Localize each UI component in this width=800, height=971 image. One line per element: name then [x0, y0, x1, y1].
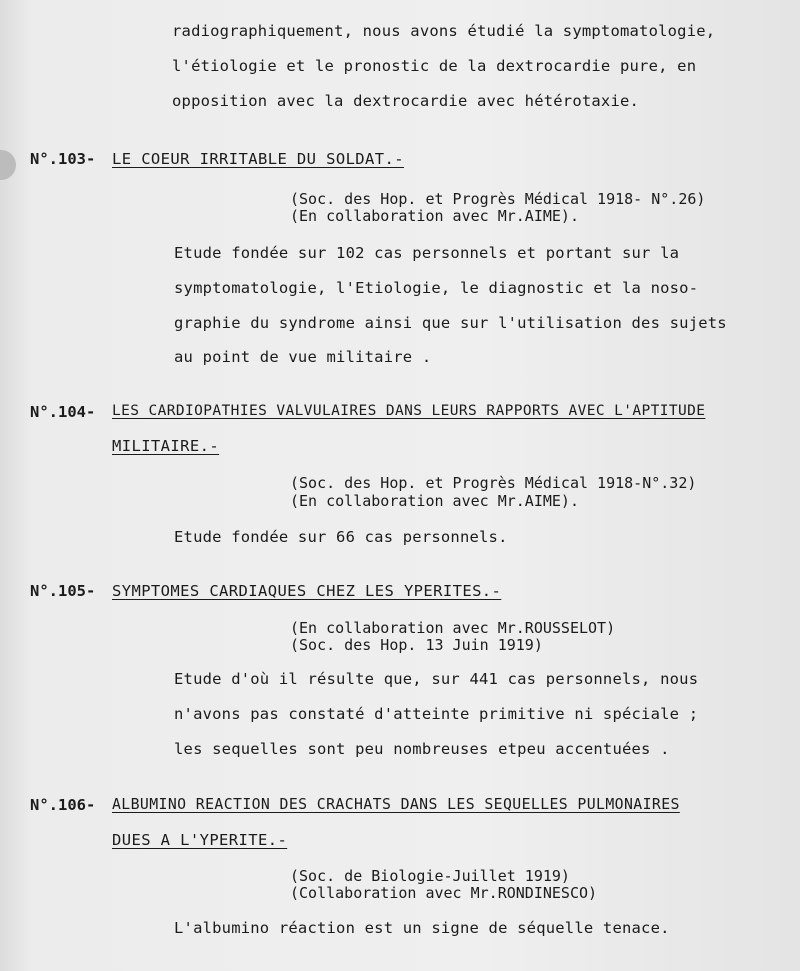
punch-hole: [0, 150, 16, 180]
entry-reference: (Soc. des Hop. 13 Juin 1919): [290, 636, 543, 654]
entry-body-line: graphie du syndrome ainsi que sur l'utilisation des sujets: [174, 314, 727, 332]
entry-title: LES CARDIOPATHIES VALVULAIRES DANS LEURS RAPPORTS AVEC L'APTITUDE: [112, 403, 706, 419]
entry-body-line: Etude d'où il résulte que, sur 441 cas personnels, nous: [174, 670, 699, 688]
entry-reference: (Soc. de Biologie-Juillet 1919): [290, 867, 570, 885]
entry-number: N°.105-: [30, 582, 96, 600]
intro-line: radiographiquement, nous avons étudié la symptomatologie,: [172, 22, 716, 40]
intro-line: opposition avec la dextrocardie avec hétérotaxie.: [172, 92, 640, 110]
entry-body-line: Etude fondée sur 102 cas personnels et portant sur la: [174, 244, 680, 262]
entry-reference: (Soc. des Hop. et Progrès Médical 1918- N°.26): [290, 190, 706, 208]
entry-title: LE COEUR IRRITABLE DU SOLDAT.-: [112, 150, 404, 168]
entry-number: N°.104-: [30, 403, 96, 421]
entry-body-line: Etude fondée sur 66 cas personnels.: [174, 528, 508, 546]
entry-reference: (En collaboration avec Mr.AIME).: [290, 207, 579, 225]
entry-reference: (Soc. des Hop. et Progrès Médical 1918-N°.32): [290, 474, 697, 492]
entry-reference: (Collaboration avec Mr.RONDINESCO): [290, 884, 598, 902]
entry-title: SYMPTOMES CARDIAQUES CHEZ LES YPERITES.-: [112, 582, 502, 600]
entry-title: DUES A L'YPERITE.-: [112, 831, 288, 849]
entry-number: N°.103-: [30, 150, 96, 168]
entry-reference: (En collaboration avec Mr.ROUSSELOT): [290, 619, 616, 637]
entry-title: ALBUMINO REACTION DES CRACHATS DANS LES SEQUELLES PULMONAIRES: [112, 796, 680, 813]
entry-body-line: symptomatologie, l'Etiologie, le diagnostic et la noso-: [174, 279, 699, 297]
entry-body-line: L'albumino réaction est un signe de séquelle tenace.: [174, 919, 670, 937]
entry-reference: (En collaboration avec Mr.AIME).: [290, 492, 579, 510]
entry-body-line: n'avons pas constaté d'atteinte primitive ni spéciale ;: [174, 705, 699, 723]
entry-body-line: les sequelles sont peu nombreuses etpeu accentuées .: [174, 740, 670, 758]
intro-line: l'étiologie et le pronostic de la dextrocardie pure, en: [172, 57, 697, 75]
entry-title: MILITAIRE.-: [112, 437, 220, 455]
entry-body-line: au point de vue militaire .: [174, 348, 432, 366]
entry-number: N°.106-: [30, 796, 96, 814]
